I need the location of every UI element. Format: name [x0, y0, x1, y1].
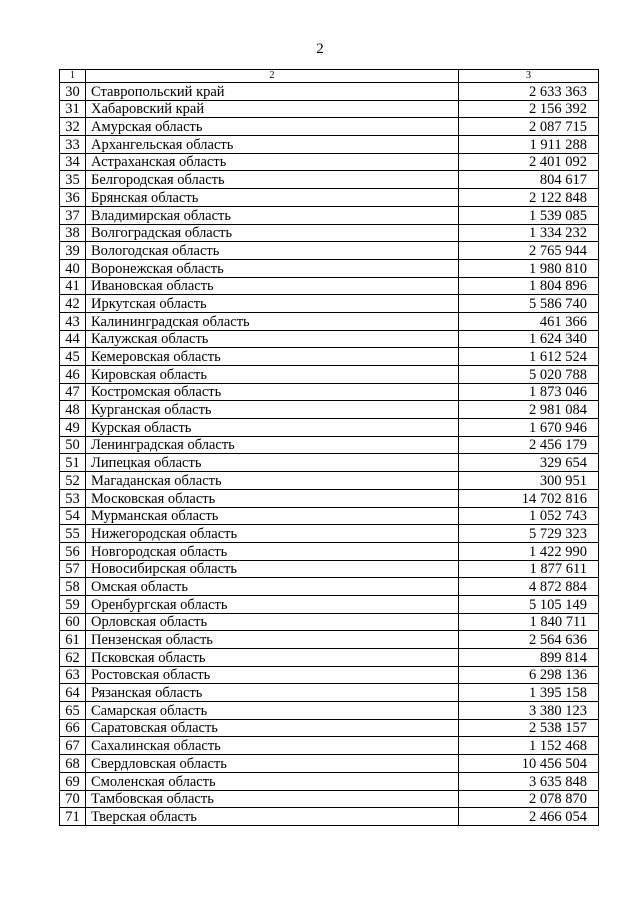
region-value-cell: 1 980 810 — [459, 259, 599, 277]
region-name-cell: Новгородская область — [86, 542, 459, 560]
region-name-cell: Вологодская область — [86, 242, 459, 260]
table-row — [60, 312, 599, 330]
table-row — [60, 153, 599, 171]
region-value-cell: 1 539 085 — [459, 206, 599, 224]
region-value-cell: 5 020 788 — [459, 366, 599, 384]
region-name-cell: Сахалинская область — [86, 737, 459, 755]
region-name-cell: Псковская область — [86, 649, 459, 667]
region-name-cell: Магаданская область — [86, 472, 459, 490]
row-number-cell: 44 — [60, 330, 86, 348]
table-row — [60, 772, 599, 790]
region-name-cell: Орловская область — [86, 613, 459, 631]
row-number-cell: 70 — [60, 790, 86, 808]
row-number-cell: 42 — [60, 295, 86, 313]
table-row — [60, 277, 599, 295]
region-name-cell: Свердловская область — [86, 755, 459, 773]
table-row — [60, 702, 599, 720]
region-name-cell: Тверская область — [86, 808, 459, 826]
table-row — [60, 737, 599, 755]
row-number-cell: 34 — [60, 153, 86, 171]
region-value-cell: 10 456 504 — [459, 755, 599, 773]
region-value-cell: 5 729 323 — [459, 525, 599, 543]
region-name-cell: Калужская область — [86, 330, 459, 348]
row-number-cell: 63 — [60, 666, 86, 684]
table-row — [60, 472, 599, 490]
region-name-cell: Тамбовская область — [86, 790, 459, 808]
table-row — [60, 755, 599, 773]
column-header-value: 3 — [459, 70, 599, 83]
row-number-cell: 41 — [60, 277, 86, 295]
region-value-cell: 2 633 363 — [459, 83, 599, 101]
row-number-cell: 37 — [60, 206, 86, 224]
region-value-cell: 3 380 123 — [459, 702, 599, 720]
row-number-cell: 36 — [60, 189, 86, 207]
region-name-cell: Ивановская область — [86, 277, 459, 295]
region-value-cell: 1 804 896 — [459, 277, 599, 295]
region-name-cell: Пензенская область — [86, 631, 459, 649]
table-row — [60, 578, 599, 596]
table-row — [60, 242, 599, 260]
region-value-cell: 1 670 946 — [459, 419, 599, 437]
region-value-cell: 1 152 468 — [459, 737, 599, 755]
region-value-cell: 14 702 816 — [459, 489, 599, 507]
region-value-cell: 804 617 — [459, 171, 599, 189]
region-value-cell: 1 334 232 — [459, 224, 599, 242]
region-value-cell: 2 122 848 — [459, 189, 599, 207]
region-name-cell: Воронежская область — [86, 259, 459, 277]
row-number-cell: 57 — [60, 560, 86, 578]
row-number-cell: 35 — [60, 171, 86, 189]
row-number-cell: 31 — [60, 100, 86, 118]
row-number-cell: 54 — [60, 507, 86, 525]
table-row — [60, 100, 599, 118]
table-row — [60, 136, 599, 154]
region-name-cell: Белгородская область — [86, 171, 459, 189]
table-row — [60, 808, 599, 826]
region-name-cell: Амурская область — [86, 118, 459, 136]
region-value-cell: 1 052 743 — [459, 507, 599, 525]
region-value-cell: 2 401 092 — [459, 153, 599, 171]
region-value-cell: 2 456 179 — [459, 436, 599, 454]
row-number-cell: 30 — [60, 83, 86, 101]
row-number-cell: 68 — [60, 755, 86, 773]
row-number-cell: 59 — [60, 595, 86, 613]
region-name-cell: Архангельская область — [86, 136, 459, 154]
region-value-cell: 5 586 740 — [459, 295, 599, 313]
row-number-cell: 43 — [60, 312, 86, 330]
table-row — [60, 366, 599, 384]
region-name-cell: Ставропольский край — [86, 83, 459, 101]
region-name-cell: Рязанская область — [86, 684, 459, 702]
region-name-cell: Новосибирская область — [86, 560, 459, 578]
region-value-cell: 300 951 — [459, 472, 599, 490]
region-value-cell: 899 814 — [459, 649, 599, 667]
row-number-cell: 58 — [60, 578, 86, 596]
region-name-cell: Нижегородская область — [86, 525, 459, 543]
region-name-cell: Иркутская область — [86, 295, 459, 313]
region-name-cell: Владимирская область — [86, 206, 459, 224]
region-value-cell: 2 156 392 — [459, 100, 599, 118]
table-row — [60, 436, 599, 454]
region-name-cell: Брянская область — [86, 189, 459, 207]
table-row — [60, 224, 599, 242]
row-number-cell: 64 — [60, 684, 86, 702]
region-value-cell: 1 422 990 — [459, 542, 599, 560]
row-number-cell: 53 — [60, 489, 86, 507]
table-body — [60, 70, 599, 826]
region-name-cell: Астраханская область — [86, 153, 459, 171]
region-name-cell: Мурманская область — [86, 507, 459, 525]
table-row — [60, 719, 599, 737]
table-row — [60, 489, 599, 507]
table-row — [60, 401, 599, 419]
region-value-cell: 2 087 715 — [459, 118, 599, 136]
region-name-cell: Смоленская область — [86, 772, 459, 790]
row-number-cell: 48 — [60, 401, 86, 419]
region-value-cell: 1 624 340 — [459, 330, 599, 348]
table-row — [60, 666, 599, 684]
table-row — [60, 507, 599, 525]
row-number-cell: 66 — [60, 719, 86, 737]
table-row — [60, 649, 599, 667]
row-number-cell: 32 — [60, 118, 86, 136]
column-header-number: 1 — [60, 70, 86, 83]
row-number-cell: 49 — [60, 419, 86, 437]
row-number-cell: 55 — [60, 525, 86, 543]
table-row — [60, 348, 599, 366]
table-row — [60, 118, 599, 136]
row-number-cell: 71 — [60, 808, 86, 826]
region-value-cell: 1 612 524 — [459, 348, 599, 366]
region-name-cell: Кемеровская область — [86, 348, 459, 366]
row-number-cell: 40 — [60, 259, 86, 277]
region-value-cell: 5 105 149 — [459, 595, 599, 613]
table-row — [60, 542, 599, 560]
region-name-cell: Костромская область — [86, 383, 459, 401]
region-name-cell: Калининградская область — [86, 312, 459, 330]
region-value-cell: 2 765 944 — [459, 242, 599, 260]
region-name-cell: Ростовская область — [86, 666, 459, 684]
region-value-cell: 329 654 — [459, 454, 599, 472]
table-row — [60, 259, 599, 277]
region-name-cell: Хабаровский край — [86, 100, 459, 118]
row-number-cell: 56 — [60, 542, 86, 560]
table-row — [60, 790, 599, 808]
region-value-cell: 2 078 870 — [459, 790, 599, 808]
region-name-cell: Московская область — [86, 489, 459, 507]
region-value-cell: 1 911 288 — [459, 136, 599, 154]
region-value-cell: 1 840 711 — [459, 613, 599, 631]
table-row — [60, 631, 599, 649]
row-number-cell: 67 — [60, 737, 86, 755]
region-name-cell: Кировская область — [86, 366, 459, 384]
table-row — [60, 171, 599, 189]
region-value-cell: 4 872 884 — [459, 578, 599, 596]
row-number-cell: 39 — [60, 242, 86, 260]
region-name-cell: Самарская область — [86, 702, 459, 720]
region-value-cell: 6 298 136 — [459, 666, 599, 684]
region-name-cell: Омская область — [86, 578, 459, 596]
table-row — [60, 206, 599, 224]
table-row — [60, 189, 599, 207]
table-row — [60, 560, 599, 578]
table-row — [60, 83, 599, 101]
row-number-cell: 45 — [60, 348, 86, 366]
row-number-cell: 62 — [60, 649, 86, 667]
region-value-cell: 1 877 611 — [459, 560, 599, 578]
table-row — [60, 595, 599, 613]
row-number-cell: 46 — [60, 366, 86, 384]
row-number-cell: 65 — [60, 702, 86, 720]
regions-table — [59, 69, 599, 826]
row-number-cell: 50 — [60, 436, 86, 454]
row-number-cell: 52 — [60, 472, 86, 490]
region-value-cell: 1 873 046 — [459, 383, 599, 401]
table-row — [60, 613, 599, 631]
region-value-cell: 2 564 636 — [459, 631, 599, 649]
table-header-row — [60, 70, 599, 83]
region-name-cell: Липецкая область — [86, 454, 459, 472]
region-name-cell: Саратовская область — [86, 719, 459, 737]
table-row — [60, 383, 599, 401]
table-row — [60, 454, 599, 472]
region-value-cell: 461 366 — [459, 312, 599, 330]
table-row — [60, 330, 599, 348]
row-number-cell: 47 — [60, 383, 86, 401]
table-row — [60, 295, 599, 313]
column-header-name: 2 — [86, 70, 459, 83]
row-number-cell: 38 — [60, 224, 86, 242]
table-row — [60, 525, 599, 543]
region-value-cell: 3 635 848 — [459, 772, 599, 790]
region-value-cell: 2 538 157 — [459, 719, 599, 737]
table-row — [60, 684, 599, 702]
row-number-cell: 61 — [60, 631, 86, 649]
page-number: 2 — [316, 41, 324, 57]
row-number-cell: 33 — [60, 136, 86, 154]
region-name-cell: Курская область — [86, 419, 459, 437]
region-value-cell: 2 981 084 — [459, 401, 599, 419]
region-name-cell: Волгоградская область — [86, 224, 459, 242]
table-row — [60, 419, 599, 437]
region-name-cell: Курганская область — [86, 401, 459, 419]
row-number-cell: 60 — [60, 613, 86, 631]
row-number-cell: 69 — [60, 772, 86, 790]
region-name-cell: Оренбургская область — [86, 595, 459, 613]
region-value-cell: 2 466 054 — [459, 808, 599, 826]
region-value-cell: 1 395 158 — [459, 684, 599, 702]
region-name-cell: Ленинградская область — [86, 436, 459, 454]
row-number-cell: 51 — [60, 454, 86, 472]
